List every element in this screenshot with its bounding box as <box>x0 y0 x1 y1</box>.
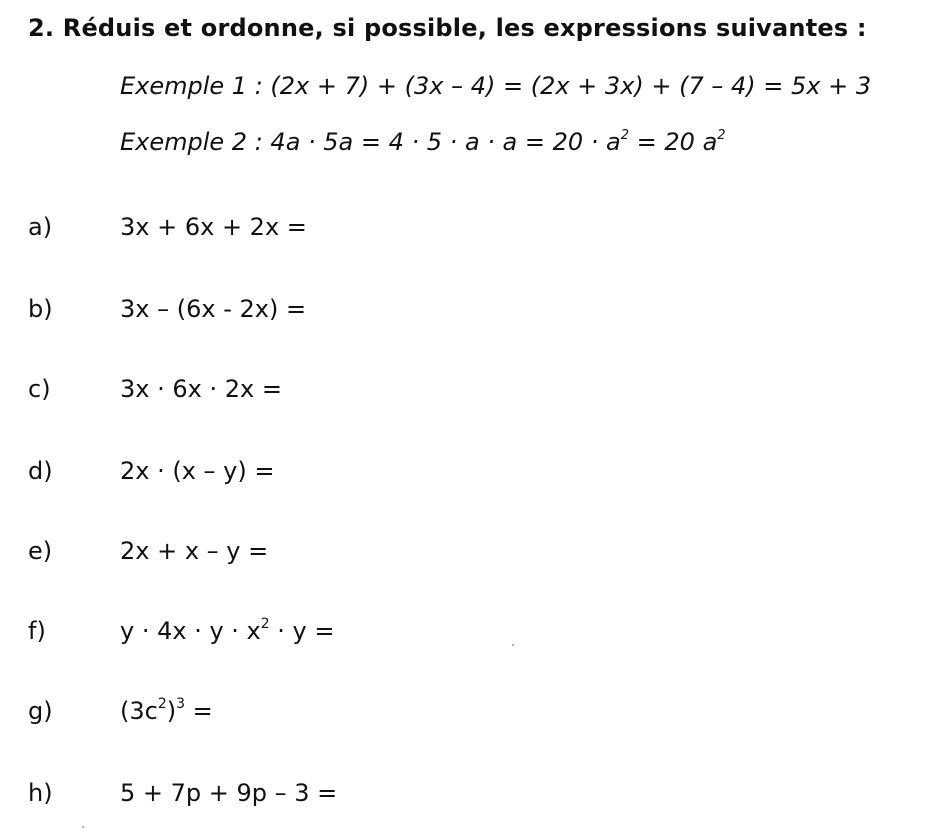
exercise-d-expression: 2x · (x – y) = <box>120 457 275 485</box>
exercise-b-label: b) <box>28 295 53 323</box>
exercise-g-label: g) <box>28 697 53 725</box>
scan-speck <box>82 826 84 828</box>
exercise-f <box>0 617 932 657</box>
exercise-d <box>0 457 932 497</box>
exercise-d-label: d) <box>28 457 53 485</box>
exercise-a-expression: 3x + 6x + 2x = <box>120 213 307 241</box>
exercise-g <box>0 697 932 737</box>
exercise-e <box>0 537 932 577</box>
exercise-g-inner-exponent: 2 <box>157 696 167 712</box>
exercise-f-expression-end: · y = <box>269 617 335 645</box>
exercise-f-expression-start: y · 4x · y · x <box>120 617 261 645</box>
exercise-b-expression: 3x – (6x - 2x) = <box>120 295 307 323</box>
exercise-g-expression-end: = <box>185 697 213 725</box>
exercise-c-label: c) <box>28 375 51 403</box>
example-2-exponent-1: 2 <box>620 128 630 143</box>
exercise-f-exponent: 2 <box>260 616 270 632</box>
example-2-result: = 20 a <box>629 128 718 156</box>
exercise-f-label: f) <box>28 617 46 645</box>
exercise-f-expression <box>120 617 335 645</box>
exercise-a <box>0 213 932 253</box>
exercise-e-label: e) <box>28 537 53 565</box>
example-2-exponent-2: 2 <box>717 128 726 143</box>
exercise-h <box>0 779 932 819</box>
example-2-text: Exemple 2 : 4a · 5a = 4 · 5 · a · a = 20 · a <box>120 128 621 156</box>
exercise-g-closing-paren: ) <box>166 697 177 725</box>
example-2 <box>120 128 726 156</box>
exercise-a-label: a) <box>28 213 53 241</box>
exercise-b <box>0 295 932 335</box>
exercise-c-expression: 3x · 6x · 2x = <box>120 375 282 403</box>
exercise-g-expression-start: (3c <box>120 697 158 725</box>
exercise-g-outer-exponent: 3 <box>176 696 186 712</box>
exercise-h-expression: 5 + 7p + 9p – 3 = <box>120 779 338 807</box>
example-1: Exemple 1 : (2x + 7) + (3x – 4) = (2x + 3x) + (7 – 4) = 5x + 3 <box>120 72 872 100</box>
exercise-g-expression <box>120 697 213 725</box>
exercise-h-label: h) <box>28 779 53 807</box>
exercise-heading: 2. Réduis et ordonne, si possible, les expressions suivantes : <box>28 14 867 42</box>
exercise-c <box>0 375 932 415</box>
exercise-e-expression: 2x + x – y = <box>120 537 269 565</box>
scan-speck <box>512 644 514 646</box>
